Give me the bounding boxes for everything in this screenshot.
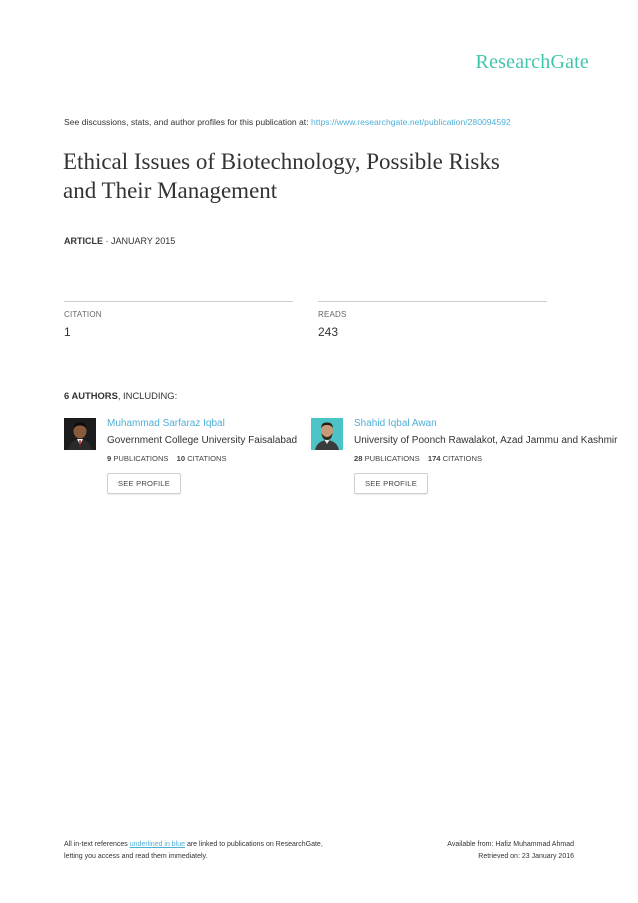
citations-label: CITATIONS [187,454,227,463]
publications-label: PUBLICATIONS [364,454,420,463]
footer-note-line2: letting you access and read them immediately. [64,853,208,860]
reads-value: 243 [318,325,339,339]
see-profile-button[interactable]: SEE PROFILE [354,473,428,494]
see-profile-button[interactable]: SEE PROFILE [107,473,181,494]
authors-heading [64,390,177,401]
citations-count: 10 [176,454,186,463]
footer-note-part2: are linked to publications on ResearchGate, [185,841,323,848]
publications-label: PUBLICATIONS [113,454,169,463]
researchgate-logo[interactable]: ResearchGate [475,51,589,73]
author-stats [354,454,564,463]
author-stats [107,454,317,463]
authors-count: 6 AUTHORS [64,390,118,401]
footer-availability [354,839,574,863]
publication-link[interactable]: https://www.researchgate.net/publication/280094592 [310,117,511,127]
discussion-line [64,117,604,127]
available-from: Available from: Hafiz Muhammad Ahmad [447,841,574,848]
author-name-link[interactable]: Muhammad Sarfaraz Iqbal [107,418,225,429]
author-info [107,418,317,494]
footer-note-part1: All in-text references [64,841,130,848]
footer-references-note [64,839,354,863]
article-type: ARTICLE [64,236,103,246]
citations-count: 174 [427,454,441,463]
article-meta [64,236,175,246]
reads-label: READS [318,310,347,319]
citation-label: CITATION [64,310,102,319]
publications-count: 28 [354,454,363,463]
authors-suffix: , INCLUDING: [117,390,178,401]
title-line-1: Ethical Issues of Biotechnology, Possible Risks [63,149,500,174]
article-date: JANUARY 2015 [111,236,176,246]
footer-underlined-example: underlined in blue [129,841,186,848]
citation-value: 1 [64,325,71,339]
article-title [63,147,583,205]
avatar[interactable] [64,418,96,450]
title-line-2: and Their Management [63,178,278,203]
author-institution: University of Poonch Rawalakot, Azad Jammu and Kashmir [354,435,618,446]
author-name-link[interactable]: Shahid Iqbal Awan [354,418,437,429]
avatar[interactable] [311,418,343,450]
author-info [354,418,618,494]
citation-stat [64,301,293,339]
discussion-lead-text: See discussions, stats, and author profiles for this publication at: [64,117,311,127]
retrieved-on: Retrieved on: 23 January 2016 [478,853,574,860]
publications-count: 9 [107,454,112,463]
citations-label: CITATIONS [442,454,483,463]
meta-separator: · [103,236,111,246]
reads-stat [318,301,547,339]
author-institution: Government College University Faisalabad [107,435,298,446]
